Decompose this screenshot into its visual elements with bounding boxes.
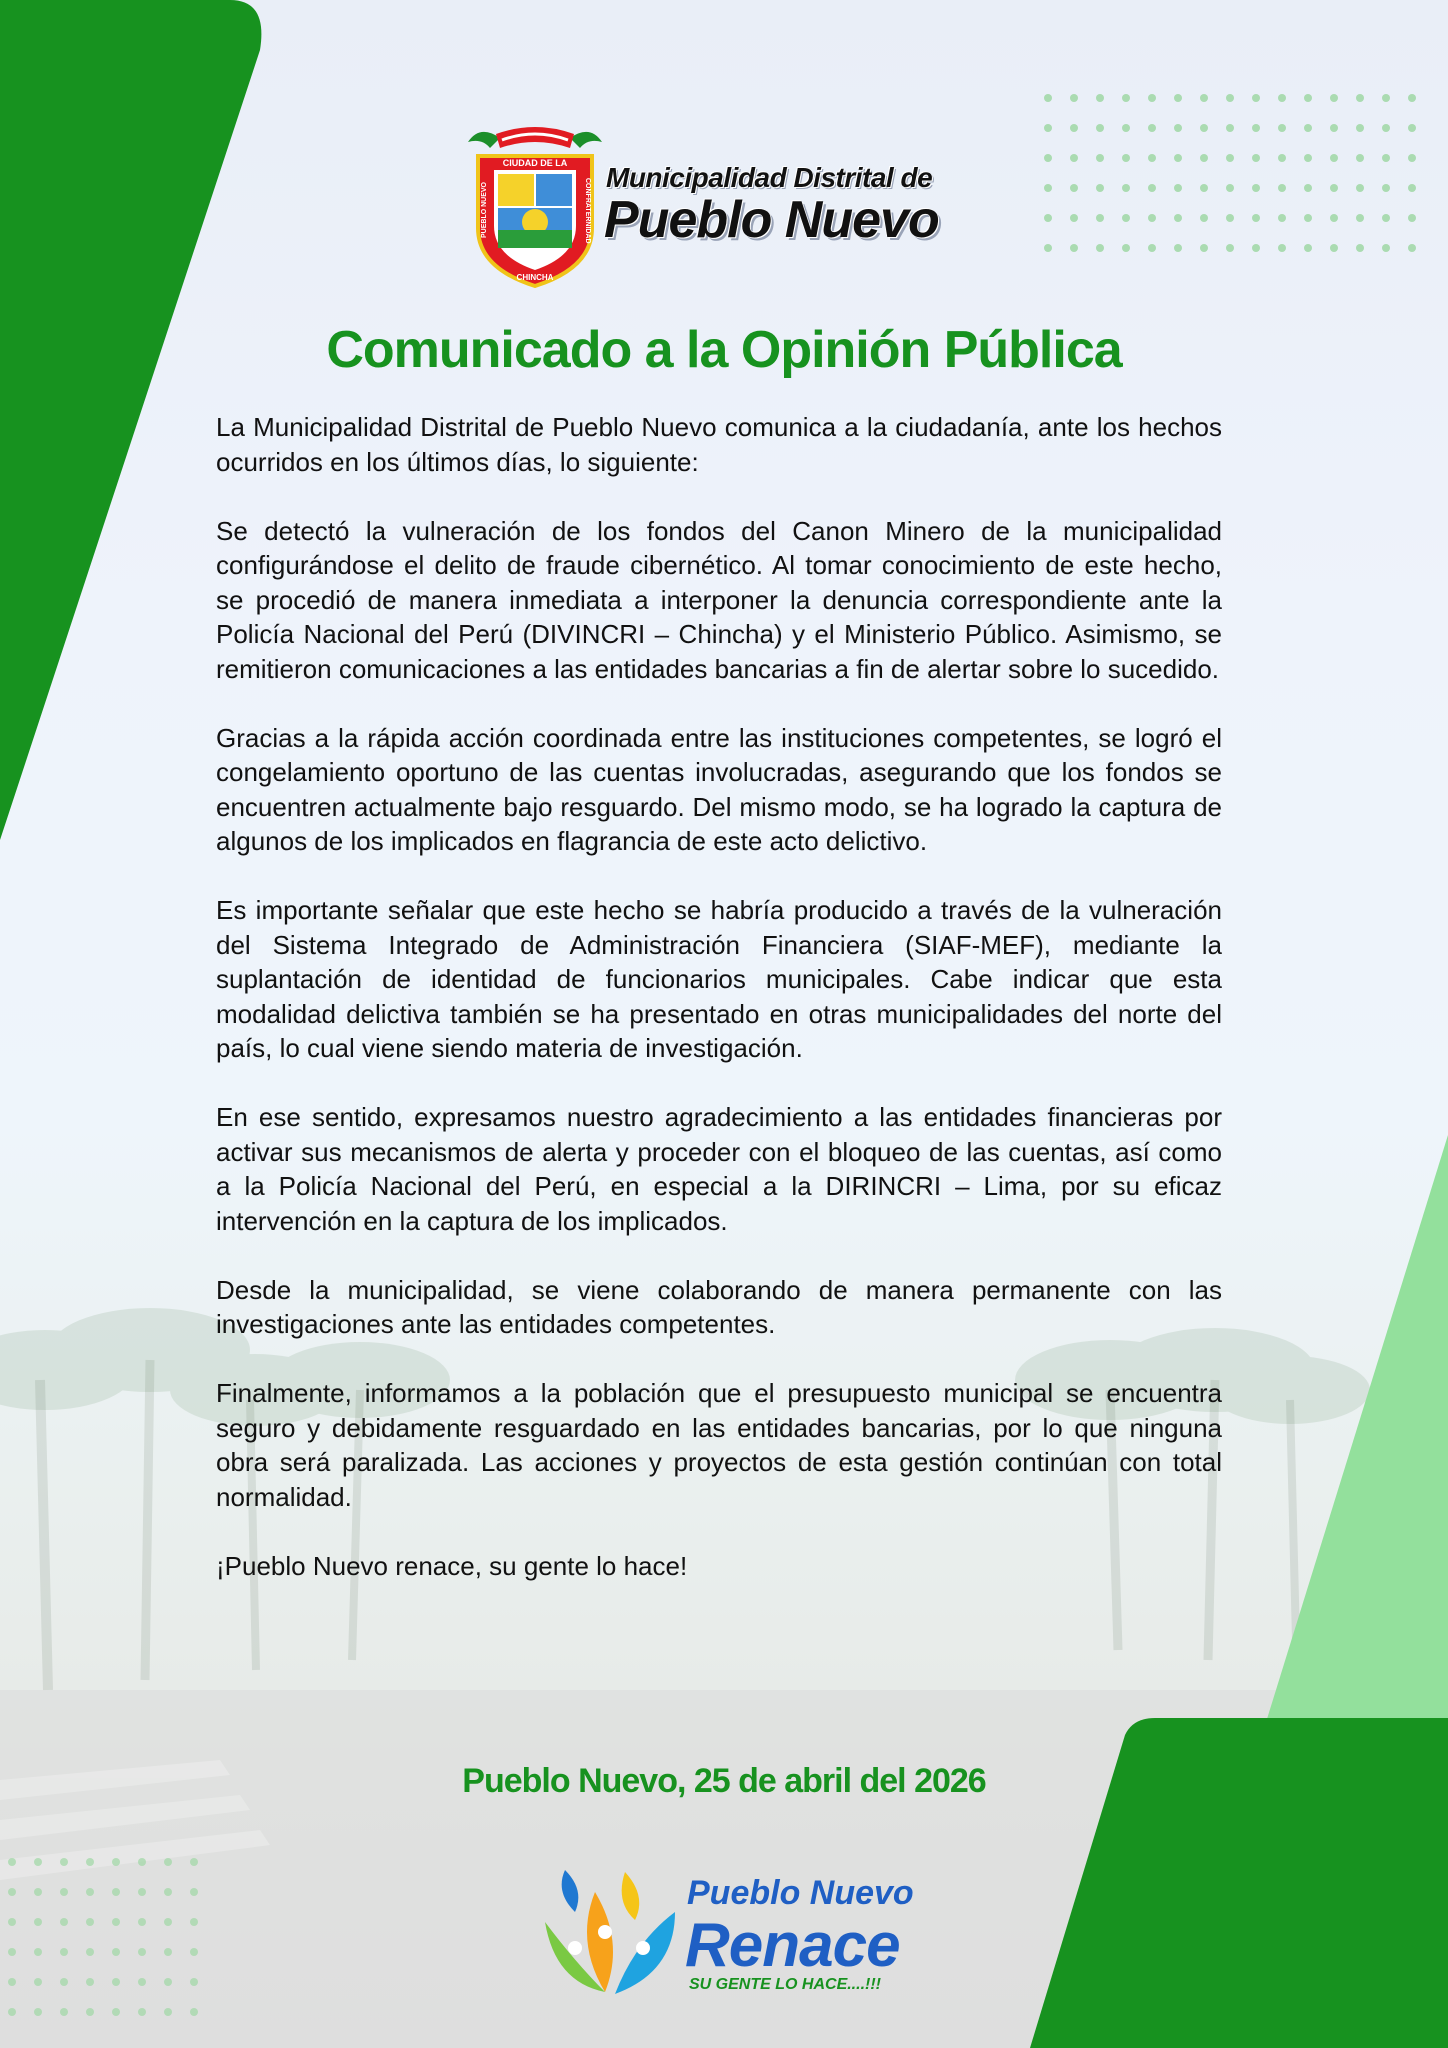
dot-pattern-top-right [1044, 94, 1416, 252]
dot-pattern-bottom-left [8, 1858, 198, 2016]
renace-logo-tagline: SU GENTE LO HACE....!!! [689, 1976, 881, 1993]
renace-logo-line-2: Renace [685, 1911, 900, 1980]
municipal-shield-icon [460, 118, 610, 288]
paragraph-detection: Se detectó la vulneración de los fondos del Canon Minero de la municipalidad configurándose el delito de fraude cibernético. Al tomar conocimiento de este hecho, se procedió de manera inmediata a interponer la denuncia correspondiente ante la Policía Nacional del Perú (DIVINCRI – Chincha) y el Ministerio Público. Asimismo, se remitieron comunicaciones a las entidades bancarias a fin de alertar sobre lo sucedido. [216, 515, 1222, 684]
document-title: Comunicado a la Opinión Pública [326, 321, 1122, 379]
paragraph-slogan: ¡Pueblo Nuevo renace, su gente lo hace! [216, 1550, 688, 1581]
right-light-green-band [1262, 1135, 1448, 1735]
svg-text:CHINCHA: CHINCHA [516, 273, 554, 282]
municipal-header-logo [460, 118, 1000, 288]
renace-logo-line-1: Pueblo Nuevo [687, 1874, 914, 1912]
renace-logo [535, 1852, 935, 2002]
renace-people-icon [535, 1852, 685, 2002]
brand-line-1: Municipalidad Distrital de [606, 162, 933, 193]
svg-text:PUEBLO NUEVO: PUEBLO NUEVO [481, 181, 488, 238]
paragraph-coordination: Gracias a la rápida acción coordinada entre las instituciones competentes, se logró el congelamiento oportuno de las cuentas involucradas, asegurando que los fondos se encuentren actualmente bajo resguardo. Del mismo modo, se ha logrado la captura de algunos de los implicados en flagrancia de este acto delictivo. [216, 722, 1222, 856]
paragraph-intro: La Municipalidad Distrital de Pueblo Nuevo comunica a la ciudadanía, ante los hechos ocurridos en los últimos días, lo siguiente: [216, 412, 1222, 477]
svg-text:CIUDAD DE LA: CIUDAD DE LA [502, 158, 568, 168]
paragraph-gratitude: En ese sentido, expresamos nuestro agradecimiento a las entidades financieras por activar sus mecanismos de alerta y proceder con el bloqueo de las cuentas, así como a la Policía Nacional del Perú, en especial a la DIRINCRI – Lima, por su eficaz intervención en la captura de los implicados. [216, 1102, 1222, 1236]
paragraph-siaf: Es importante señalar que este hecho se habría producido a través de la vulneración del Sistema Integrado de Administración Financiera (SIAF-MEF), mediante la suplantación de identidad de funcionarios municipales. Cabe indicar que esta modalidad delictiva también se ha presentado en otras municipalidades del norte del país, lo cual viene siendo materia de investigación. [216, 895, 1222, 1063]
date-line: Pueblo Nuevo, 25 de abril del 2026 [462, 1762, 986, 1800]
brand-line-2: Pueblo Nuevo [604, 191, 939, 249]
communique-body [216, 410, 1222, 1583]
svg-text:CONFRATERNIDAD: CONFRATERNIDAD [584, 178, 591, 244]
paragraph-budget: Finalmente, informamos a la población que el presupuesto municipal se encuentra seguro y debidamente resguardado en las entidades bancarias, por lo que ninguna obra será paralizada. Las acciones y proyectos de esta gestión continúan con total normalidad. [216, 1378, 1222, 1512]
paragraph-collaboration: Desde la municipalidad, se viene colaborando de manera permanente con las investigaciones ante las entidades competentes. [216, 1274, 1222, 1339]
